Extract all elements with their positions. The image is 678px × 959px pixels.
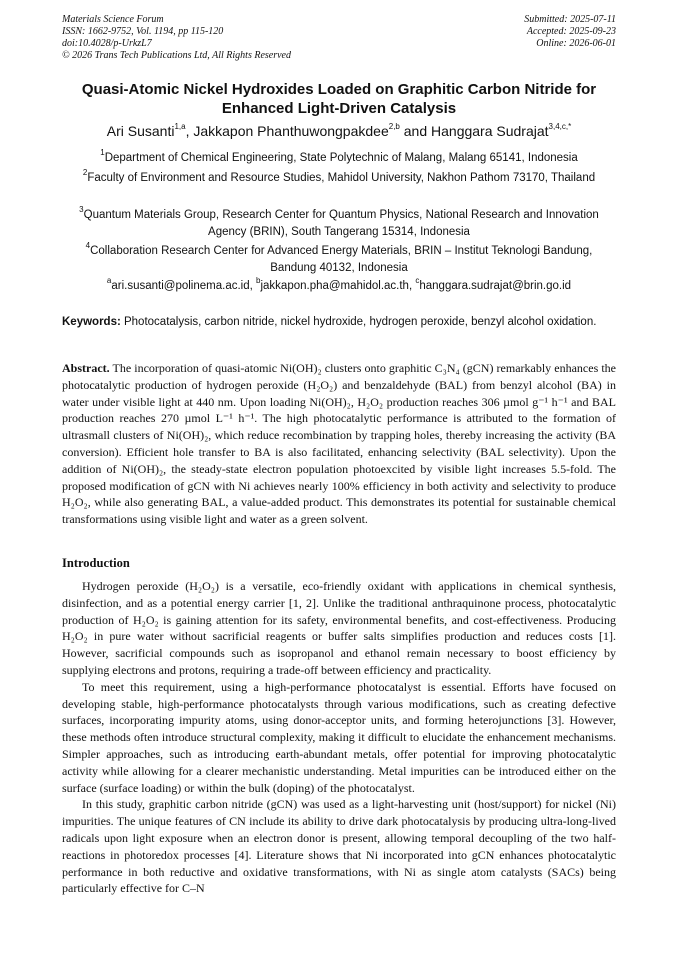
email-link-c[interactable]: hanggara.sudrajat@brin.go.id [419,280,572,292]
email-marker: c [415,276,420,286]
keywords-text: Photocatalysis, carbon nitride, nickel hydroxide, hydrogen peroxide, benzyl alcohol oxidation. [120,316,597,328]
affiliation-text: Collaboration Research Center for Advanced Energy Materials, BRIN – Institut Teknologi Bandung, Bandung 40132, Indonesia [90,245,593,274]
journal-info [62,14,291,61]
journal-doi: doi:10.4028/p-UrkzL7 [62,38,152,49]
affiliation-text: Quantum Materials Group, Research Center for Quantum Physics, National Research and Innovation Agency (BRIN), South Tangerang 15314, Indonesia [83,209,599,238]
author-emails [66,278,612,295]
keywords [62,314,616,330]
email-link-b[interactable]: jakkapon.pha@mahidol.ac.th, [260,280,416,292]
email-marker: b [256,276,261,286]
introduction-body [62,578,616,897]
author-2: Jakkapon Phanthuwongpakdee [193,123,389,139]
intro-paragraph-2: To meet this requirement, using a high-performance photocatalyst is essential. Efforts have focused on developing stable, high-performance photocatalysts through various modifications, such as creating defective surfaces, incorporating impurity atoms, using donor-acceptor units, and forming heterojunctions [3]. However, these methods often introduce structural complexity, making it difficult to elucidate the enhancement mechanisms. Simpler approaches, such as introducing earth-abundant metals, offer potential for improving photocatalytic activity while allowing for a clearer mechanistic understanding. Metal impurities can be introduced either on the surface (surface loading) or within the bulk (doping) of the photocatalyst. [62,679,616,795]
author-1: Ari Susanti [106,123,175,139]
affiliation-number: 3 [79,205,84,215]
author-1-affil: 1,a [174,122,186,132]
author-list [40,122,638,140]
section-heading-introduction: Introduction [62,556,130,570]
date-submitted: Submitted: 2025-07-11 [524,14,616,25]
affiliation-text: Faculty of Environment and Resource Studies, Mahidol University, Nakhon Pathom 73170, Thailand [87,172,596,184]
affiliation-2 [66,170,612,187]
paper-title [50,80,628,118]
abstract-label: Abstract. [62,361,110,375]
affiliation-number: 4 [85,241,91,251]
date-accepted: Accepted: 2025-09-23 [526,26,616,37]
affiliation-number: 2 [82,168,88,178]
abstract [62,360,616,528]
title-line-2: Enhanced Light-Driven Catalysis [221,100,457,117]
affiliation-3 [66,207,612,241]
author-3: Hanggara Sudrajat [431,123,549,139]
title-line-1: Quasi-Atomic Nickel Hydroxides Loaded on Graphitic Carbon Nitride for [81,81,597,98]
author-separator: , [185,123,194,139]
author-separator: and [399,123,432,139]
affiliation-1 [66,150,612,167]
intro-paragraph-1: Hydrogen peroxide (H₂O₂) is a versatile, eco-friendly oxidant with applications in chemical synthesis, disinfection, and as a potential energy carrier [1, 2]. Unlike the traditional anthraquinone process, photocatalytic production of H₂O₂ is gaining attention for its safety, environmental benefits, and cost-effectiveness. Producing H₂O₂ in pure water without sacrificial reagents or buffer salts simplifies production and reduces costs [1]. However, sacrificial compounds such as isopropanol and ethanol remain necessary to boost efficiency by supplying electrons and protons, requiring a trade-off between efficiency and practicality. [62,579,616,677]
author-2-affil: 2,b [388,122,400,132]
email-link-a[interactable]: ari.susanti@polinema.ac.id, [111,280,257,292]
abstract-text: The incorporation of quasi-atomic Ni(OH)₂ clusters onto graphitic C₃N₄ (gCN) remarkably enhances the photocatalytic production of hydrogen peroxide (H₂O₂) and benzaldehyde (BAL) from benzyl alcohol (BA) in water under visible light at 440 nm. Upon loading Ni(OH)₂, H₂O₂ production reaches 306 µmol g⁻¹ h⁻¹ and BAL production reaches 270 µmol L⁻¹ h⁻¹. The high photocatalytic performance is attributed to the formation of ultrasmall clusters of Ni(OH)₂, which reduce recombination by trapping holes, thereby increasing the activity (BA conversion). Efficient hole transfer to BA is also facilitated, enhancing selectivity (BAL selectivity). Upon the addition of Ni(OH)₂, the steady-state electron population photoexcited by visible light increases 5.5-fold. The proposed modification of gCN with Ni achieves nearly 100% efficiency in both activity and selectivity to produce H₂O₂, while also generating BAL, a value-added product. This demonstrates its potential for sustainable chemical transformations using visible light and water as a green solvent. [62,361,616,527]
intro-paragraph-3: In this study, graphitic carbon nitride (gCN) was used as a light-harvesting unit (host/support) for nickel (Ni) impurities. The unique features of CN include its ability to drive dark photocatalysis by producing ultra-long-lived radicals upon light exposure when an electron donor is present, allowing temporal decoupling of the two half-reactions in photoredox processes [4]. Literature shows that Ni incorporated into gCN enhances photocatalytic performance in both reductive and oxidative transformations, with Ni as single atom catalysts (SACs) being particularly effective for C–N [62,797,616,896]
affiliation-4 [66,243,612,277]
publication-dates [524,14,616,49]
journal-copyright: © 2026 Trans Tech Publications Ltd, All Rights Reserved [62,50,291,61]
affiliation-number: 1 [100,148,105,158]
keywords-label: Keywords: [62,316,121,328]
journal-name: Materials Science Forum [62,14,164,25]
date-online: Online: 2026-06-01 [536,38,616,49]
journal-issn: ISSN: 1662-9752, Vol. 1194, pp 115-120 [62,26,224,37]
email-marker: a [106,276,112,286]
author-3-affil: 3,4,c,* [548,122,572,132]
affiliation-text: Department of Chemical Engineering, State Polytechnic of Malang, Malang 65141, Indonesia [104,152,578,164]
